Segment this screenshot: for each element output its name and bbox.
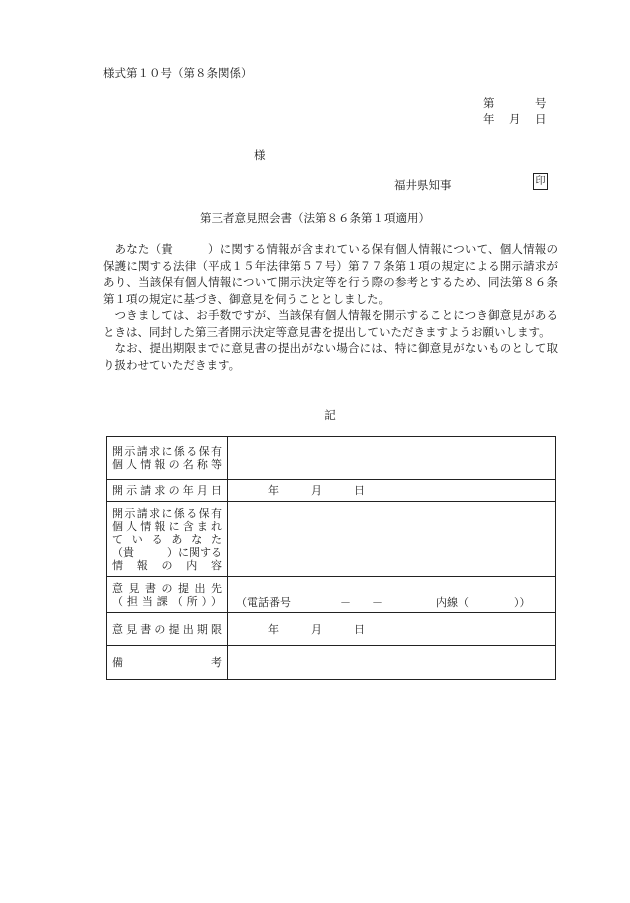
table-row [107, 480, 556, 502]
field-info-content[interactable] [228, 502, 556, 577]
cell-month: 月 [311, 622, 322, 636]
number-go: 号 [535, 96, 547, 110]
addressee: 様 [254, 148, 266, 162]
date-day: 日 [535, 112, 547, 126]
phone-label: （電話番号 [236, 595, 291, 609]
form-number: 様式第１０号（第８条関係） [103, 66, 253, 80]
sender-name: 福井県知事 [394, 178, 452, 192]
label-submission-office: 意見書の提出先 （担当課（所）） [107, 577, 228, 613]
field-request-name[interactable] [228, 437, 556, 480]
label-request-name: 開示請求に係る保有 個人情報の名称等 [107, 437, 228, 480]
number-dai: 第 [483, 96, 495, 110]
table-row [107, 437, 556, 480]
label-info-content: 開示請求に係る保有 個人情報に含まれ ているあなた （貴 ）に関する 情報の内容 [107, 502, 228, 577]
cell-year: 年 [268, 622, 279, 636]
extension-label: 内線（ [436, 595, 469, 609]
label-submission-deadline: 意見書の提出期限 [107, 613, 228, 646]
table-row [107, 613, 556, 646]
table-row [107, 646, 556, 680]
table-row [107, 502, 556, 577]
paragraph-2: つきましては、お手数ですが、当該保有個人情報を開示することにつき御意見があるときは、同封した第三者開示決定等意見書を提出していただきますようお願いします。 [103, 308, 558, 339]
cell-month: 月 [311, 484, 322, 497]
field-remarks[interactable] [228, 646, 556, 680]
table-row [107, 577, 556, 613]
paragraph-1: あなた（貴 ）に関する情報が含まれている保有個人情報について、個人情報の保護に関する法律（平成１５年法律第５７号）第７７条第１項の規定による開示請求があり、当該保有個人情報について開示決定等を行う際の参考とするため、同法第８６条第１項の規定に基づき、御意見を伺うこととしました。 [103, 242, 558, 306]
field-submission-office[interactable] [228, 577, 556, 613]
cell-year: 年 [268, 484, 279, 497]
body-text [103, 241, 558, 373]
phone-dash-2: － [372, 595, 383, 609]
form-table [106, 436, 556, 680]
phone-dash-1: － [340, 595, 351, 609]
field-submission-deadline[interactable] [228, 613, 556, 646]
date-year: 年 [483, 112, 495, 126]
ki-heading: 記 [324, 408, 336, 422]
paragraph-3: なお、提出期限までに意見書の提出がない場合には、特に御意見がないものとして取り扱わせていただきます。 [103, 341, 558, 372]
cell-day: 日 [354, 484, 365, 497]
date-month: 月 [509, 112, 521, 126]
label-remarks: 備 考 [107, 646, 228, 680]
label-request-date: 開示請求の年月日 [107, 480, 228, 502]
document-title: 第三者意見照会書（法第８６条第１項適用） [200, 211, 430, 225]
extension-close: ）） [514, 595, 531, 609]
field-request-date[interactable] [228, 480, 556, 502]
cell-day: 日 [354, 622, 365, 636]
seal-box: 印 [533, 173, 548, 190]
